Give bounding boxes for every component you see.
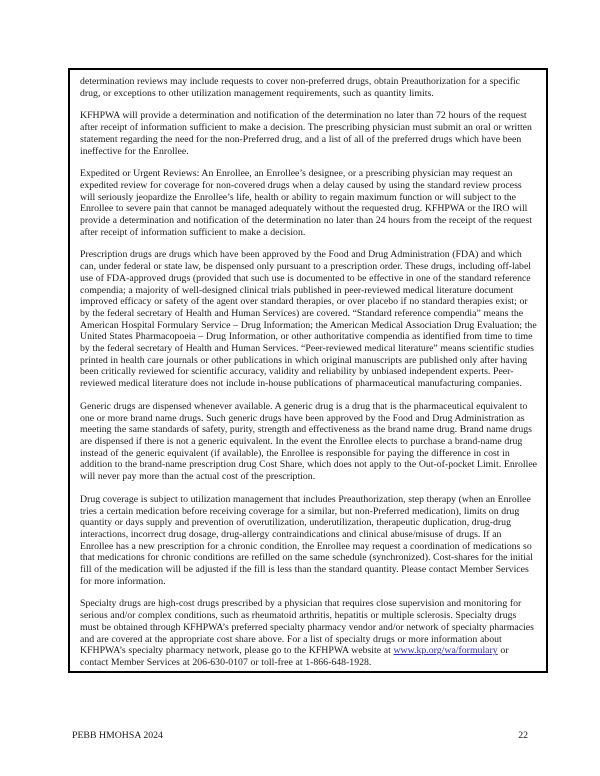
footer-page-number: 22 bbox=[518, 730, 528, 741]
paragraph-specialty-drugs bbox=[80, 598, 537, 668]
formulary-website-link[interactable]: www.kp.org/wa/formulary bbox=[393, 645, 498, 657]
document-text-box bbox=[68, 68, 548, 673]
paragraph-expedited-urgent-reviews: Expedited or Urgent Reviews: An Enrollee, an Enrollee’s designee, or a prescribing physician may request an expedited review for coverage for non-covered drugs when a delay caused by using the standard review process will seriously jeopardize the Enrollee’s life, health or ability to regain maximum function or will subject to the Enrollee to severe pain that cannot be managed adequately without the requested drug. KFHPWA or the IRO will provide a determination and notification of the determination no later than 24 hours from the receipt of the request after receipt of information sufficient to make a decision. bbox=[80, 168, 532, 238]
paragraph-72-hour-determination: KFHPWA will provide a determination and notification of the determination no later than 72 hours of the request after receipt of information sufficient to make a decision. The prescribing physician must submit an oral or written statement regarding the need for the non-Preferred drug, and a list of all of the preferred drugs which have been ineffective for the Enrollee. bbox=[80, 110, 532, 157]
footer-document-id: PEBB HMOHSA 2024 bbox=[72, 730, 163, 741]
specialty-paragraph-text-pre: Specialty drugs are high-cost drugs prescribed by a physician that requires close supervision and monitoring for serious and/or complex conditions, such as rheumatoid arthritis, hepatitis or multiple sclerosis. Specialty drugs must be obtained through KFHPWA’s preferred specialty pharmacy vendor and/or network of specialty pharmacies and are covered at the appropriate cost share above. For a list of specialty drugs or more information about KFHPWA’s specialty pharmacy network, please go to the KFHPWA website at bbox=[80, 598, 534, 657]
paragraph-prescription-drugs-definition: Prescription drugs are drugs which have been approved by the Food and Drug Administration (FDA) and which can, under federal or state law, be dispensed only pursuant to a prescription order. These drugs, including off-label use of FDA-approved drugs (provided that such use is documented to be effective in one of the standard reference compendia; a majority of well-designed clinical trials published in peer-reviewed medical literature document improved efficacy or safety of the agent over standard therapies, or over placebo if no standard therapies exist; or by the federal secretary of Health and Human Services) are covered. “Standard reference compendia” means the American Hospital Formulary Service – Drug Information; the American Medical Association Drug Evaluation; the United States Pharmacopoeia – Drug Information, or other authoritative compendia as identified from time to time by the federal secretary of Health and Human Services. “Peer-reviewed medical literature” means scientific studies printed in health care journals or other publications in which original manuscripts are published only after having been critically reviewed for scientific accuracy, validity and reliability by unbiased independent experts. Peer-reviewed medical literature does not include in-house publications of pharmaceutical manufacturing companies. bbox=[80, 249, 537, 390]
paragraph-determination-reviews: determination reviews may include requests to cover non-preferred drugs, obtain Preauthorization for a specific drug, or exceptions to other utilization management requirements, such as quantity limits. bbox=[80, 76, 521, 99]
page-footer bbox=[72, 730, 528, 742]
paragraph-generic-drugs: Generic drugs are dispensed whenever available. A generic drug is a drug that is the pharmaceutical equivalent to one or more brand name drugs. Such generic drugs have been approved by the Food and Drug Administration as meeting the same standards of safety, purity, strength and effectiveness as the brand name drug. Brand name drugs are dispensed if there is not a generic equivalent. In the event the Enrollee elects to purchase a brand-name drug instead of the generic equivalent (if available), the Enrollee is responsible for paying the difference in cost in addition to the brand-name prescription drug Cost Share, which does not apply to the Out-of-pocket Limit. Enrollee will never pay more than the actual cost of the prescription. bbox=[80, 400, 538, 483]
paragraph-drug-coverage-utilization: Drug coverage is subject to utilization management that includes Preauthorization, step therapy (when an Enrollee tries a certain medication before receiving coverage for a similar, but non-Preferred medication), limits on drug quantity or days supply and prevention of overutilization, underutilization, therapeutic duplication, drug-drug interactions, incorrect drug dosage, drug-allergy contraindications and clinical abuse/misuse of drugs. If an Enrollee has a new prescription for a chronic condition, the Enrollee may request a coordination of medications so that medications for chronic conditions are refilled on the same schedule (synchronized). Cost-shares for the initial fill of the medication will be adjusted if the fill is less than the standard quantity. Please contact Member Services for more information. bbox=[80, 493, 533, 587]
specialty-paragraph-text-post: or contact Member Services at 206-630-0107 or toll-free at 1-866-648-1928. bbox=[80, 645, 509, 668]
